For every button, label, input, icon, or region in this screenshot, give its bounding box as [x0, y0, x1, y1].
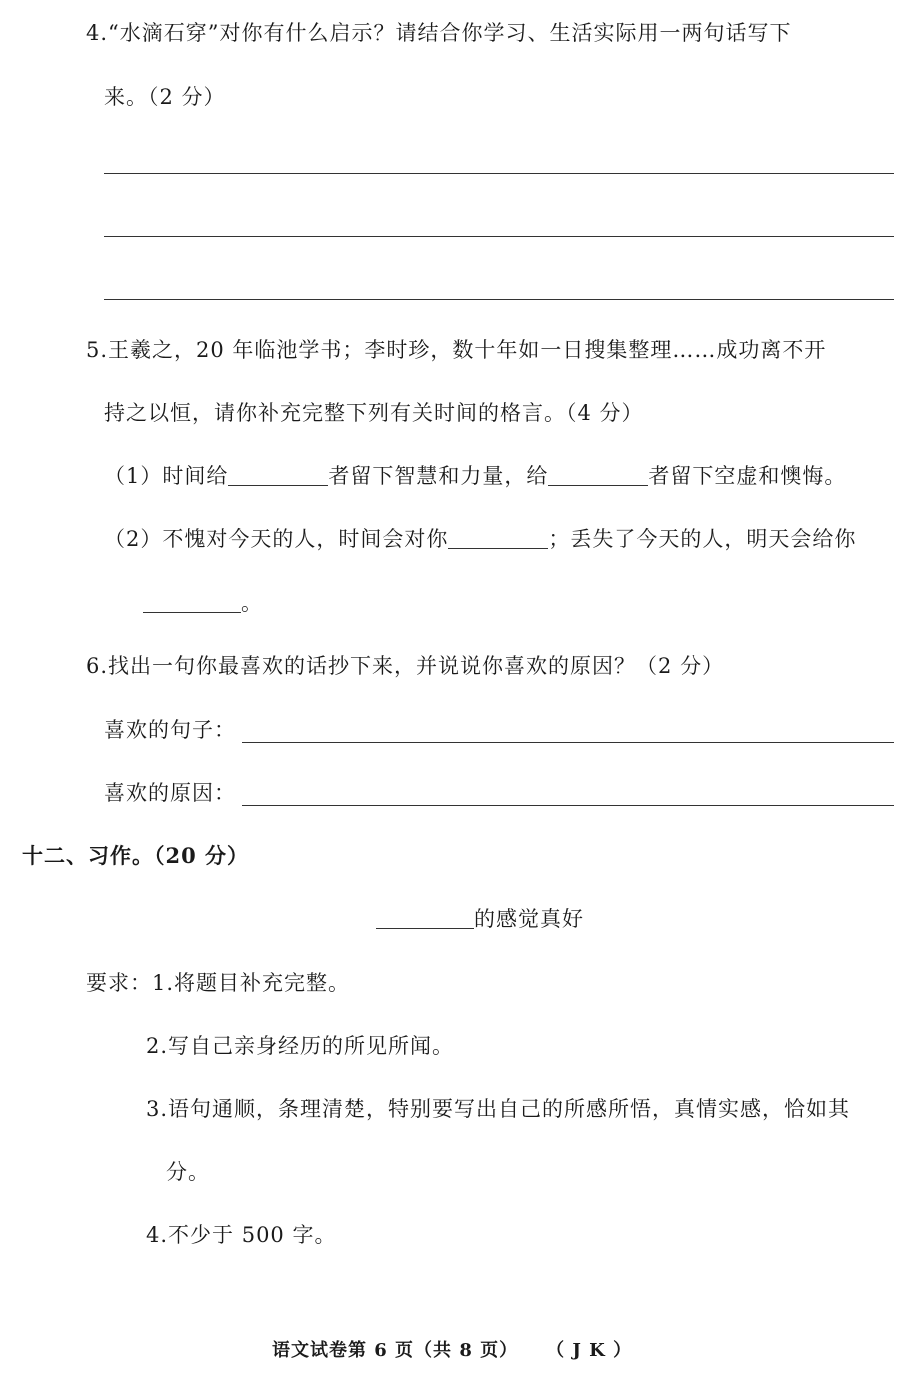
q6-sentence-label: 喜欢的句子： — [104, 718, 236, 742]
requirements-label: 要求： — [86, 971, 152, 995]
requirement-3-line2: 分。 — [166, 1160, 210, 1184]
q5-prompt-line2: 持之以恒，请你补充完整下列有关时间的格言。（4 分） — [104, 401, 644, 425]
section12-heading: 十二、习作。（20 分） — [22, 843, 250, 868]
paper-code: （ J K ） — [546, 1340, 633, 1361]
q4-prompt-line1: 4.“水滴石穿”对你有什么启示？请结合你学习、生活实际用一两句话写下 — [86, 21, 792, 45]
q5-prompt-line1: 5.王羲之，20 年临池学书；李时珍，数十年如一日搜集整理……成功离不开 — [86, 338, 827, 362]
page-footer — [272, 1338, 632, 1364]
composition-title — [376, 906, 584, 932]
q5-item-2-text-b: ；丢失了今天的人，明天会给你 — [548, 527, 857, 551]
q5-item-1-blank-2[interactable] — [548, 484, 648, 486]
q4-prompt-line2: 来。（2 分） — [104, 85, 226, 109]
composition-title-suffix: 的感觉真好 — [474, 907, 584, 931]
requirement-3-line1: 3.语句通顺，条理清楚，特别要写出自己的所感所悟，真情实感，恰如其 — [146, 1097, 851, 1121]
q5-item-1-text-c: 者留下空虚和懊悔。 — [648, 464, 847, 488]
q5-item-2-end: 。 — [241, 591, 263, 615]
requirement-1-text: 1.将题目补充完整。 — [152, 971, 351, 995]
q5-item-2-blank-1[interactable] — [448, 547, 548, 549]
q5-item-2-text-a: （2）不愧对今天的人，时间会对你 — [104, 527, 449, 551]
requirement-1 — [86, 970, 350, 996]
q6-prompt: 6.找出一句你最喜欢的话抄下来，并说说你喜欢的原因？（2 分） — [86, 654, 725, 678]
q6-sentence-answer-line[interactable] — [242, 742, 894, 743]
q4-answer-line-1[interactable] — [104, 173, 894, 174]
page-number: 语文试卷第 6 页（共 8 页） — [272, 1340, 519, 1361]
requirement-2: 2.写自己亲身经历的所见所闻。 — [146, 1034, 455, 1058]
q5-item-1-text-a: （1）时间给 — [104, 464, 229, 488]
q4-answer-line-3[interactable] — [104, 299, 894, 300]
q5-item-1-text-b: 者留下智慧和力量，给 — [328, 464, 549, 488]
q4-answer-line-2[interactable] — [104, 236, 894, 237]
q5-item-1-blank-1[interactable] — [228, 484, 328, 486]
q5-item-2-continued — [143, 590, 263, 616]
composition-title-blank[interactable] — [376, 927, 474, 929]
q6-reason-answer-line[interactable] — [242, 805, 894, 806]
q5-item-2 — [104, 526, 856, 552]
q5-item-1 — [104, 463, 846, 489]
q5-item-2-blank-2[interactable] — [143, 611, 241, 613]
requirement-4: 4.不少于 500 字。 — [146, 1223, 337, 1247]
q6-reason-label: 喜欢的原因： — [104, 781, 236, 805]
